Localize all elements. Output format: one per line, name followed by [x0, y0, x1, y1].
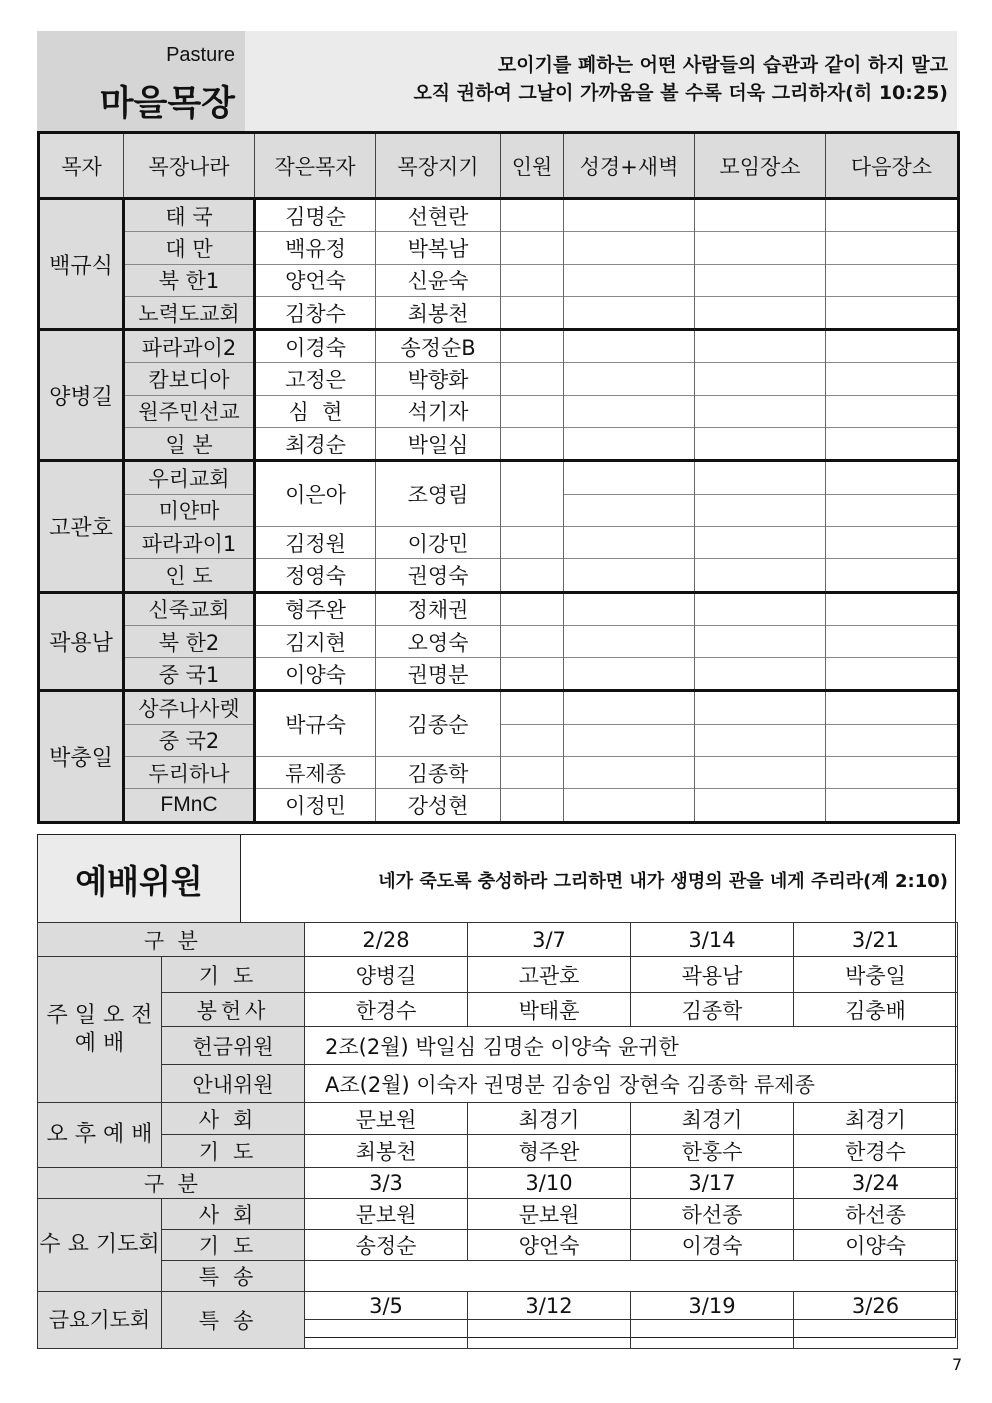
- next-place-cell: [826, 395, 959, 427]
- bible-dawn-cell: [564, 461, 695, 494]
- meeting-place-cell: [695, 592, 826, 625]
- assignee-cell: 송정순: [305, 1230, 468, 1261]
- keeper-cell: 권명분: [376, 658, 501, 691]
- nation-cell: 파라과이2: [124, 330, 255, 363]
- date-cell: 3/3: [305, 1168, 468, 1199]
- assignee-cell: 김종학: [631, 993, 794, 1027]
- usher-members: A조(2월) 이숙자 권명분 김송임 장현숙 김종학 류제종: [305, 1065, 958, 1103]
- small-pastor-cell: 김창수: [255, 296, 376, 329]
- pasture-verse-line2: 오직 권하여 그날이 가까움을 볼 수록 더욱 그리하자(히 10:25): [413, 82, 948, 104]
- meeting-place-cell: [695, 461, 826, 494]
- next-place-cell: [826, 559, 959, 592]
- headcount-cell: [501, 789, 564, 822]
- meeting-place-cell: [695, 559, 826, 592]
- nation-cell: 대 만: [124, 232, 255, 264]
- next-place-cell: [826, 264, 959, 296]
- meeting-place-cell: [695, 363, 826, 395]
- sunday-am-tithe-row: [38, 1027, 958, 1065]
- table-row: [39, 691, 959, 724]
- pasture-header-row: [39, 133, 959, 199]
- date-cell: 3/17: [631, 1168, 794, 1199]
- headcount-cell: [501, 264, 564, 296]
- keeper-cell: 선현란: [376, 199, 501, 232]
- role-label: 안내위원: [162, 1065, 305, 1103]
- pastor-cell: 고관호: [39, 461, 124, 592]
- keeper-cell: 권영숙: [376, 559, 501, 592]
- pasture-verse-line1: 모이기를 폐하는 어떤 사람들의 습관과 같이 하지 말고: [497, 54, 948, 76]
- table-row: [39, 559, 959, 592]
- meeting-place-cell: [695, 296, 826, 329]
- role-label: 특송: [162, 1261, 305, 1292]
- assignee-cell: 최경기: [794, 1103, 958, 1135]
- small-pastor-cell: 이양숙: [255, 658, 376, 691]
- col-header-nation: 목장나라: [124, 133, 255, 199]
- assignee-cell: 한경수: [305, 993, 468, 1027]
- meeting-place-cell: [695, 330, 826, 363]
- assignee-cell: 박태훈: [468, 993, 631, 1027]
- keeper-cell: 최봉천: [376, 296, 501, 329]
- assignee-cell: 고관호: [468, 957, 631, 993]
- assignee-cell: 양병길: [305, 957, 468, 993]
- next-place-cell: [826, 296, 959, 329]
- special-song-cell: [468, 1320, 631, 1349]
- assignee-cell: 하선종: [794, 1199, 958, 1230]
- assignee-cell: 최경기: [468, 1103, 631, 1135]
- table-row: [39, 592, 959, 625]
- headcount-cell: [501, 526, 564, 558]
- next-place-cell: [826, 592, 959, 625]
- next-place-cell: [826, 330, 959, 363]
- small-pastor-cell: 백유정: [255, 232, 376, 264]
- nation-cell: 북 한2: [124, 625, 255, 657]
- headcount-cell: [501, 199, 564, 232]
- table-row: [39, 461, 959, 494]
- headcount-cell: [501, 232, 564, 264]
- table-row: [39, 296, 959, 329]
- small-pastor-cell: 류제종: [255, 757, 376, 789]
- date-cell: 3/19: [631, 1292, 794, 1320]
- meeting-place-cell: [695, 232, 826, 264]
- meeting-place-cell: [695, 199, 826, 232]
- table-row: [39, 428, 959, 461]
- pastor-cell: 박충일: [39, 691, 124, 822]
- role-label: 사회: [162, 1199, 305, 1230]
- sunday-am-usher-row: [38, 1065, 958, 1103]
- role-label: 기도: [162, 1135, 305, 1168]
- wednesday-prayer-row: [38, 1230, 958, 1261]
- headcount-cell: [501, 724, 564, 756]
- headcount-cell: [501, 363, 564, 395]
- assignee-cell: 이양숙: [794, 1230, 958, 1261]
- pasture-table: [37, 131, 960, 824]
- keeper-cell: 정채권: [376, 592, 501, 625]
- headcount-cell: [501, 625, 564, 657]
- meeting-place-cell: [695, 691, 826, 724]
- meeting-place-cell: [695, 395, 826, 427]
- date-cell: 3/7: [468, 923, 631, 957]
- worship-verse: 네가 죽도록 충성하라 그리하면 내가 생명의 관을 네게 주리라(계 2:10): [378, 871, 948, 892]
- meeting-place-cell: [695, 724, 826, 756]
- table-row: [39, 526, 959, 558]
- small-pastor-cell: 고정은: [255, 363, 376, 395]
- keeper-cell: 오영숙: [376, 625, 501, 657]
- page-number: 7: [952, 1355, 963, 1374]
- bible-dawn-cell: [564, 592, 695, 625]
- meeting-place-cell: [695, 757, 826, 789]
- role-label: 특송: [162, 1292, 305, 1349]
- headcount-cell: [501, 296, 564, 329]
- assignee-cell: 이경숙: [631, 1230, 794, 1261]
- nation-cell: 북 한1: [124, 264, 255, 296]
- assignee-cell: 곽용남: [631, 957, 794, 993]
- assignee-cell: 문보원: [305, 1199, 468, 1230]
- date-cell: 3/5: [305, 1292, 468, 1320]
- keeper-cell: 조영림: [376, 461, 501, 527]
- gubun-header: 구 분: [38, 1168, 305, 1199]
- headcount-cell: [501, 428, 564, 461]
- worship-table: [37, 922, 958, 1349]
- date-cell: 3/26: [794, 1292, 958, 1320]
- bible-dawn-cell: [564, 363, 695, 395]
- date-cell: 3/24: [794, 1168, 958, 1199]
- assignee-cell: 형주완: [468, 1135, 631, 1168]
- table-row: [39, 789, 959, 822]
- bible-dawn-cell: [564, 395, 695, 427]
- gubun-header: 구 분: [38, 923, 305, 957]
- nation-cell: 중 국2: [124, 724, 255, 756]
- role-label: 기도: [162, 1230, 305, 1261]
- small-pastor-cell: 형주완: [255, 592, 376, 625]
- next-place-cell: [826, 625, 959, 657]
- assignee-cell: 한홍수: [631, 1135, 794, 1168]
- nation-cell: 파라과이1: [124, 526, 255, 558]
- sunday-am-offering-row: [38, 993, 958, 1027]
- keeper-cell: 이강민: [376, 526, 501, 558]
- next-place-cell: [826, 724, 959, 756]
- col-header-next-place: 다음장소: [826, 133, 959, 199]
- sunday-pm-prayer-row: [38, 1135, 958, 1168]
- meeting-place-cell: [695, 625, 826, 657]
- bible-dawn-cell: [564, 526, 695, 558]
- bible-dawn-cell: [564, 559, 695, 592]
- next-place-cell: [826, 461, 959, 494]
- sunday-am-prayer-row: [38, 957, 958, 993]
- bible-dawn-cell: [564, 757, 695, 789]
- keeper-cell: 박일심: [376, 428, 501, 461]
- next-place-cell: [826, 363, 959, 395]
- table-row: [39, 264, 959, 296]
- keeper-cell: 석기자: [376, 395, 501, 427]
- nation-cell: 캄보디아: [124, 363, 255, 395]
- next-place-cell: [826, 789, 959, 822]
- bible-dawn-cell: [564, 724, 695, 756]
- wednesday-special-row: [38, 1261, 958, 1292]
- bible-dawn-cell: [564, 264, 695, 296]
- tithe-members: 2조(2월) 박일심 김명순 이양숙 윤귀한: [305, 1027, 958, 1065]
- wednesday-host-row: [38, 1199, 958, 1230]
- table-row: [39, 395, 959, 427]
- small-pastor-cell: 박규숙: [255, 691, 376, 757]
- col-header-pastor: 목자: [39, 133, 124, 199]
- assignee-cell: 한경수: [794, 1135, 958, 1168]
- assignee-cell: 김충배: [794, 993, 958, 1027]
- headcount-cell: [501, 658, 564, 691]
- bible-dawn-cell: [564, 625, 695, 657]
- keeper-cell: 김종순: [376, 691, 501, 757]
- bible-dawn-cell: [564, 494, 695, 526]
- bible-dawn-cell: [564, 789, 695, 822]
- sunday-pm-host-row: [38, 1103, 958, 1135]
- next-place-cell: [826, 199, 959, 232]
- meeting-place-cell: [695, 428, 826, 461]
- meeting-place-cell: [695, 658, 826, 691]
- role-label: 헌금위원: [162, 1027, 305, 1065]
- next-place-cell: [826, 526, 959, 558]
- small-pastor-cell: 김지현: [255, 625, 376, 657]
- pasture-title-en: Pasture: [166, 44, 235, 66]
- date-cell: 3/21: [794, 923, 958, 957]
- small-pastor-cell: 정영숙: [255, 559, 376, 592]
- next-place-cell: [826, 494, 959, 526]
- nation-cell: 원주민선교: [124, 395, 255, 427]
- table-row: [39, 330, 959, 363]
- headcount-cell: [501, 757, 564, 789]
- next-place-cell: [826, 232, 959, 264]
- assignee-cell: 최봉천: [305, 1135, 468, 1168]
- special-song-cell: [305, 1320, 468, 1349]
- pastor-cell: 양병길: [39, 330, 124, 461]
- sunday-date-row: [38, 923, 958, 957]
- meeting-place-cell: [695, 494, 826, 526]
- headcount-cell: [501, 559, 564, 592]
- nation-cell: 일 본: [124, 428, 255, 461]
- table-row: [39, 232, 959, 264]
- table-row: [39, 658, 959, 691]
- nation-cell: 우리교회: [124, 461, 255, 494]
- keeper-cell: 김종학: [376, 757, 501, 789]
- headcount-cell: [501, 592, 564, 625]
- role-label: 기도: [162, 957, 305, 993]
- wednesday-section: 수 요 기도회: [38, 1199, 162, 1292]
- date-cell: 3/12: [468, 1292, 631, 1320]
- table-row: [39, 199, 959, 232]
- assignee-cell: 하선종: [631, 1199, 794, 1230]
- special-song-cell: [794, 1320, 958, 1349]
- nation-cell: 두리하나: [124, 757, 255, 789]
- assignee-cell: 문보원: [305, 1103, 468, 1135]
- sunday-am-section: 주 일 오 전 예 배: [38, 957, 162, 1103]
- bible-dawn-cell: [564, 330, 695, 363]
- pastor-cell: 백규식: [39, 199, 124, 330]
- pasture-title-ko: 마을목장: [99, 84, 235, 124]
- small-pastor-cell: 김정원: [255, 526, 376, 558]
- bible-dawn-cell: [564, 658, 695, 691]
- nation-cell: 노력도교회: [124, 296, 255, 329]
- small-pastor-cell: 심 현: [255, 395, 376, 427]
- nation-cell: FMnC: [124, 789, 255, 822]
- headcount-cell: [501, 330, 564, 363]
- small-pastor-cell: 이은아: [255, 461, 376, 527]
- col-header-headcount: 인원: [501, 133, 564, 199]
- col-header-meeting-place: 모임장소: [695, 133, 826, 199]
- role-label: 사회: [162, 1103, 305, 1135]
- bible-dawn-cell: [564, 691, 695, 724]
- meeting-place-cell: [695, 789, 826, 822]
- bible-dawn-cell: [564, 199, 695, 232]
- assignee-cell: 박충일: [794, 957, 958, 993]
- table-row: [39, 757, 959, 789]
- meeting-place-cell: [695, 526, 826, 558]
- nation-cell: 인 도: [124, 559, 255, 592]
- bible-dawn-cell: [564, 296, 695, 329]
- col-header-small-pastor: 작은목자: [255, 133, 376, 199]
- pasture-verse: [250, 51, 948, 107]
- col-header-bible-dawn: 성경+새벽: [564, 133, 695, 199]
- date-cell: 3/10: [468, 1168, 631, 1199]
- assignee-cell: 양언숙: [468, 1230, 631, 1261]
- small-pastor-cell: 김명순: [255, 199, 376, 232]
- pastor-cell: 곽용남: [39, 592, 124, 691]
- headcount-cell: [501, 395, 564, 427]
- keeper-cell: 강성현: [376, 789, 501, 822]
- assignee-cell: 최경기: [631, 1103, 794, 1135]
- headcount-cell: [501, 461, 564, 527]
- keeper-cell: 신윤숙: [376, 264, 501, 296]
- date-cell: 3/14: [631, 923, 794, 957]
- next-place-cell: [826, 658, 959, 691]
- meeting-place-cell: [695, 264, 826, 296]
- wednesday-date-row: [38, 1168, 958, 1199]
- small-pastor-cell: 최경순: [255, 428, 376, 461]
- nation-cell: 미얀마: [124, 494, 255, 526]
- nation-cell: 신죽교회: [124, 592, 255, 625]
- col-header-keeper: 목장지기: [376, 133, 501, 199]
- nation-cell: 상주나사렛: [124, 691, 255, 724]
- small-pastor-cell: 양언숙: [255, 264, 376, 296]
- friday-section: 금요기도회: [38, 1292, 162, 1349]
- small-pastor-cell: 이경숙: [255, 330, 376, 363]
- next-place-cell: [826, 757, 959, 789]
- table-row: [39, 625, 959, 657]
- friday-date-row: [38, 1292, 958, 1320]
- table-row: [39, 363, 959, 395]
- keeper-cell: 박복남: [376, 232, 501, 264]
- small-pastor-cell: 이정민: [255, 789, 376, 822]
- assignee-cell: 문보원: [468, 1199, 631, 1230]
- keeper-cell: 송정순B: [376, 330, 501, 363]
- next-place-cell: [826, 691, 959, 724]
- role-label: 봉헌사: [162, 993, 305, 1027]
- keeper-cell: 박향화: [376, 363, 501, 395]
- sunday-pm-section: 오 후 예 배: [38, 1103, 162, 1168]
- headcount-cell: [501, 691, 564, 724]
- bible-dawn-cell: [564, 232, 695, 264]
- special-song-cell: [631, 1320, 794, 1349]
- nation-cell: 태 국: [124, 199, 255, 232]
- bible-dawn-cell: [564, 428, 695, 461]
- date-cell: 2/28: [305, 923, 468, 957]
- special-song-cell: [305, 1261, 958, 1292]
- next-place-cell: [826, 428, 959, 461]
- worship-title: 예배위원: [75, 862, 203, 901]
- nation-cell: 중 국1: [124, 658, 255, 691]
